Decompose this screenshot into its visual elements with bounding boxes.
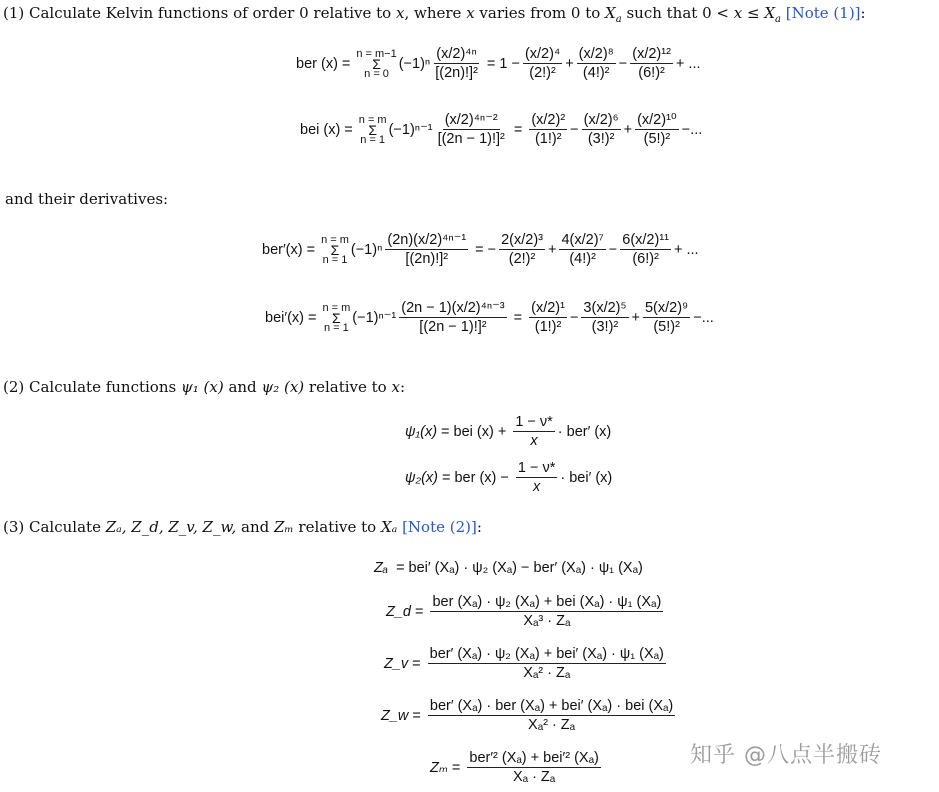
step1-prefix: (1) Calculate Kelvin functions of order 0 relative to bbox=[3, 4, 396, 22]
note-1-link[interactable]: [Note (1)] bbox=[785, 4, 861, 22]
step3-paragraph: (3) Calculate Zₐ, Z_d, Z_v, Z_w, and Zₘ relative to Xₐ [Note (2)]: bbox=[3, 518, 482, 536]
note-2-link[interactable]: [Note (2)] bbox=[402, 518, 477, 536]
step1-mid2: varies from 0 to bbox=[474, 4, 606, 22]
za-equation: Zₐ = bei′ (Xₐ) · ψ₂ (Xₐ) − ber′ (Xₐ) · ψ₁ (Xₐ) bbox=[374, 560, 643, 576]
var-x: x bbox=[395, 4, 405, 22]
step1-mid: , where bbox=[404, 4, 467, 22]
zw-equation: Z_w = $\frac{\text{ber′ (Xₐ) · ber (Xₐ) + bei′ (Xₐ) · bei (Xₐ)}}{\text{Xₐ² · Zₐ}}$ bbox=[381, 698, 674, 733]
step2-paragraph: (2) Calculate functions ψ₁ (x) and ψ₂ (x) relative to x: bbox=[3, 378, 406, 396]
ber-lhs: ber (x) bbox=[296, 55, 338, 72]
zd-equation: Z_d = $\frac{\text{ber (Xₐ) · ψ₂ (Xₐ) + bei (Xₐ) · ψ₁ (Xₐ)}}{\text{Xₐ³ · Zₐ}}$ bbox=[386, 594, 662, 629]
summation-sign: n = m−1 Σ n = 0 bbox=[356, 47, 397, 80]
ber-prime-fraction: $\frac{\text{(2n)(x/2)⁴ⁿ⁻¹}}{\text{[(2n)!]²}}$ bbox=[387, 232, 467, 267]
var-xa-sub: a bbox=[615, 14, 622, 25]
zv-equation: Z_v = $\frac{\text{ber′ (Xₐ) · ψ₂ (Xₐ) + bei′ (Xₐ) · ψ₁ (Xₐ)}}{\text{Xₐ² · Zₐ}}$ bbox=[384, 646, 664, 681]
ber-term: (−1)ⁿ bbox=[398, 55, 431, 72]
psi2-equation: ψ₂(x) = ber (x) − $\frac{1 - \nu*}{x}$ · bei′ (x) bbox=[405, 460, 613, 495]
var-xa: X bbox=[764, 4, 775, 22]
summation-sign: n = m Σ n = 1 bbox=[321, 233, 349, 266]
var-xa: X bbox=[605, 4, 616, 22]
ber-fraction: $\frac{\text{(x/2)⁴ⁿ}}{\text{[(2n)!]²}}$ bbox=[435, 46, 478, 81]
var-x: x bbox=[733, 4, 743, 22]
step1-paragraph bbox=[3, 4, 866, 25]
bei-prime-equation: bei′(x) = n = m Σ n = 1 (−1)ⁿ⁻¹ $\frac{\text{(2n − 1)(x/2)⁴ⁿ⁻³}}{\text{[(2n − 1)!]²}}$ = $\frac{\text{(x/2)¹}}{\text{(1!)²}}$ − $\frac{\text{3(x/2)⁵}}{\text{(3!)²}}$ + $\frac{\text{5(x/2)⁹}}{\text{(5!)²}}$ −... bbox=[265, 300, 714, 335]
summation-sign: n = m Σ n = 1 bbox=[322, 301, 351, 334]
step1-cond: such that 0 < bbox=[621, 4, 734, 22]
step1-colon: : bbox=[860, 4, 866, 22]
var-x: x bbox=[466, 4, 475, 22]
ber-equation: ber (x) = n = m−1 Σ n = 0 (−1)ⁿ $\frac{\text{(x/2)⁴ⁿ}}{\text{[(2n)!]²}}$ = 1 − $\frac{\text{(x/2)⁴}}{\text{(2!)²}}$ + $\frac{\text{(x/2)⁸}}{\text{(4!)²}}$ − $\frac{\text{(x/2)¹²}}{\text{(6!)²}}$ + ... bbox=[296, 46, 701, 81]
bei-lhs: bei (x) bbox=[300, 121, 341, 138]
psi1-equation: ψ₁(x) = bei (x) + $\frac{1 - \nu*}{x}$ · ber′ (x) bbox=[405, 414, 612, 449]
summation-sign: n = m Σ n = 1 bbox=[358, 113, 387, 146]
ber-prime-equation: ber′(x) = n = m Σ n = 1 (−1)ⁿ $\frac{\text{(2n)(x/2)⁴ⁿ⁻¹}}{\text{[(2n)!]²}}$ = − $\frac{\text{2(x/2)³}}{\text{(2!)²}}$ + $\frac{\text{4(x/2)⁷}}{\text{(4!)²}}$ − $\frac{\text{6(x/2)¹¹}}{\text{(6!)²}}$ + ... bbox=[262, 232, 699, 267]
bei-equation: bei (x) = n = m Σ n = 1 (−1)ⁿ⁻¹ $\frac{\text{(x/2)⁴ⁿ⁻²}}{\text{[(2n − 1)!]²}}$ = $\frac{\text{(x/2)²}}{\text{(1!)²}}$ − $\frac{\text{(x/2)⁶}}{\text{(3!)²}}$ + $\frac{\text{(x/2)¹⁰}}{\text{(5!)²}}$ −... bbox=[300, 112, 703, 147]
bei-fraction: $\frac{\text{(x/2)⁴ⁿ⁻²}}{\text{[(2n − 1)!]²}}$ bbox=[437, 112, 505, 147]
bei-prime-fraction: $\frac{\text{(2n − 1)(x/2)⁴ⁿ⁻³}}{\text{[(2n − 1)!]²}}$ bbox=[401, 300, 505, 335]
var-xa-sub: a bbox=[775, 14, 781, 25]
zm-equation: Zₘ = $\frac{\text{ber′² (Xₐ) + bei′² (Xₐ)}}{\text{Xₐ · Zₐ}}$ bbox=[430, 750, 599, 785]
step1-cond2: ≤ bbox=[742, 4, 765, 22]
derivatives-heading: and their derivatives: bbox=[5, 190, 169, 208]
zhihu-watermark: 知乎 @八点半搬砖 bbox=[690, 743, 882, 768]
